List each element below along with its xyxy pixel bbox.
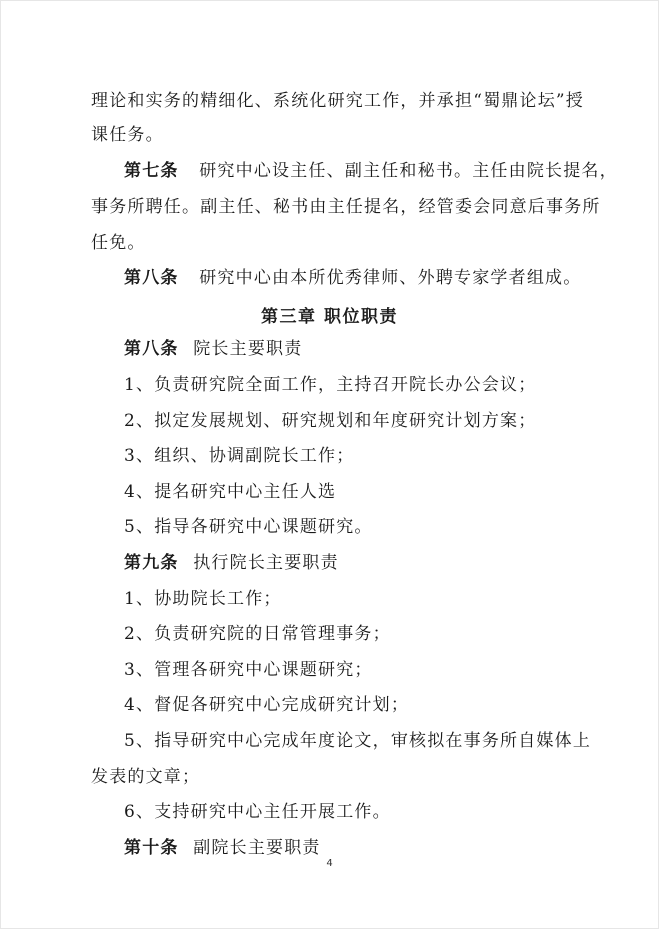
list-item xyxy=(124,801,391,823)
article-9-line xyxy=(124,552,339,574)
list-item xyxy=(124,445,354,467)
line-text: 1、协助院长工作； xyxy=(124,589,282,609)
paragraph-line xyxy=(91,232,146,254)
line-text: 1、负责研究院全面工作，主持召开院长办公会议； xyxy=(124,375,537,395)
line-text: 3、管理各研究中心课题研究； xyxy=(124,660,373,680)
line-text: 4、督促各研究中心完成研究计划； xyxy=(124,695,410,715)
page-number: 4 xyxy=(326,858,333,869)
article-label: 第十条 xyxy=(124,838,179,858)
line-text: 5、指导各研究中心课题研究。 xyxy=(124,517,373,537)
paragraph-line xyxy=(91,124,164,146)
article-label: 第八条 xyxy=(124,268,179,288)
chapter-heading: 第三章 职位职责 xyxy=(261,307,398,327)
list-item xyxy=(124,481,336,503)
line-text: 2、负责研究院的日常管理事务； xyxy=(124,624,391,644)
line-text: 执行院长主要职责 xyxy=(193,553,339,573)
line-text: 发表的文章； xyxy=(91,767,201,787)
article-label: 第九条 xyxy=(124,553,179,573)
paragraph-line xyxy=(91,766,200,788)
article-label: 第七条 xyxy=(124,161,179,181)
paragraph-line xyxy=(91,196,601,218)
line-text: 2、拟定发展规划、研究规划和年度研究计划方案； xyxy=(124,411,537,431)
article-10-line xyxy=(124,837,321,859)
article-7-line xyxy=(124,160,618,182)
list-item xyxy=(124,659,373,681)
line-text: 4、提名研究中心主任人选 xyxy=(124,482,337,502)
list-item xyxy=(124,730,591,752)
paragraph-line xyxy=(91,90,584,112)
list-item xyxy=(124,588,282,610)
article-8-duties-line xyxy=(124,338,302,360)
list-item xyxy=(124,374,536,396)
line-text: 事务所聘任。副主任、秘书由主任提名，经管委会同意后事务所 xyxy=(91,197,601,217)
article-label: 第八条 xyxy=(124,339,179,359)
line-text: 副院长主要职责 xyxy=(193,838,321,858)
article-8-line xyxy=(124,267,581,289)
line-text: 研究中心由本所优秀律师、外聘专家学者组成。 xyxy=(199,268,582,288)
list-item xyxy=(124,694,409,716)
line-text: 院长主要职责 xyxy=(193,339,303,359)
list-item xyxy=(124,623,391,645)
line-text: 课任务。 xyxy=(91,125,164,145)
list-item xyxy=(124,516,373,538)
line-text: 3、组织、协调副院长工作； xyxy=(124,446,355,466)
list-item xyxy=(124,410,536,432)
line-text: 理论和实务的精细化、系统化研究工作，并承担“蜀鼎论坛”授 xyxy=(91,91,584,111)
line-text: 研究中心设主任、副主任和秘书。主任由院长提名， xyxy=(199,161,618,181)
line-text: 5、指导研究中心完成年度论文，审核拟在事务所自媒体上 xyxy=(124,731,592,751)
line-text: 任免。 xyxy=(91,233,146,253)
line-text: 6、支持研究中心主任开展工作。 xyxy=(124,802,391,822)
